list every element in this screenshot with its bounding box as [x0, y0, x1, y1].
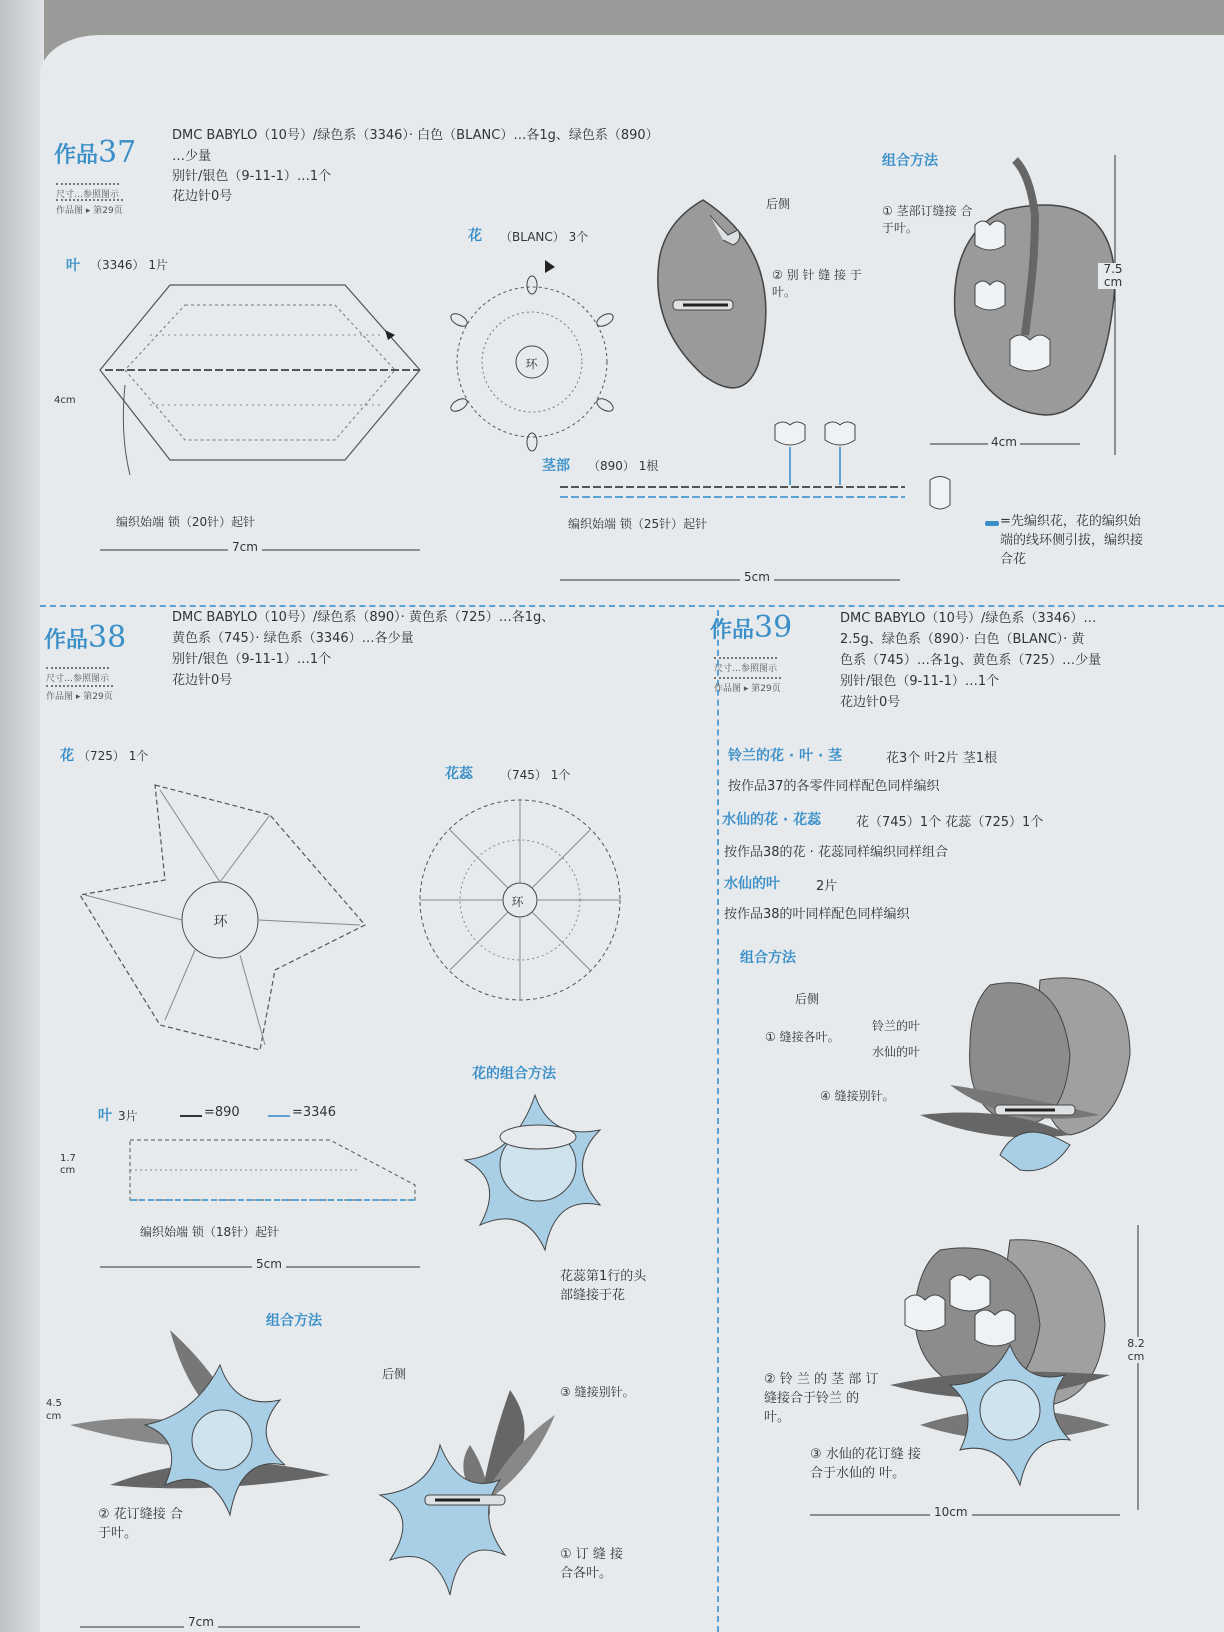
- p37-leaf-chart: [90, 275, 450, 475]
- p39-narc-leaf-title: 水仙的叶: [724, 876, 780, 892]
- p39-back-illustration: [870, 965, 1150, 1195]
- p37-title: [54, 135, 136, 170]
- p39-back-label: 后侧: [795, 992, 820, 1006]
- p38-leaf-width: 5cm: [252, 1257, 286, 1271]
- p38-chart-ref: 作品图 ▸ 第29页: [46, 685, 113, 702]
- p39-height-dimension: [1133, 1225, 1143, 1510]
- p38-width: 7cm: [184, 1615, 218, 1629]
- p37-stem-width: 5cm: [740, 570, 774, 584]
- p37-material-1: DMC BABYLO（10号）/绿色系（3346）· 白色（BLANC）…各1g、绿色系（890）: [172, 128, 659, 143]
- p38-flower-label: 花: [60, 748, 74, 764]
- p37-chart-ref: 作品图 ▸ 第29页: [56, 199, 123, 216]
- p39-height: 8.2 cm: [1120, 1337, 1152, 1363]
- p39-title-number: 39: [754, 610, 793, 645]
- p38-flower-ring: 环: [213, 914, 228, 930]
- p38-back-label: 后侧: [382, 1367, 407, 1381]
- p39-size-ref: 尺寸…参照图示: [714, 657, 777, 674]
- p37-stem-label: 茎部: [542, 458, 570, 474]
- p39-material-3: 色系（745）…各1g、黄色系（725）…少量: [840, 653, 1102, 668]
- p39-lily-title: 铃兰的花 · 叶 · 茎: [728, 748, 843, 764]
- p39-narc-leaf-note: 按作品38的叶同样配色同样编织: [724, 907, 910, 922]
- p39-narc-note: 按作品38的花 · 花蕊同样编织同样组合: [724, 845, 948, 860]
- p37-flower-label: 花: [468, 228, 482, 244]
- p38-material-2: 黄色系（745）· 绿色系（3346）…各少量: [172, 631, 414, 646]
- p37-title-prefix: 作品: [54, 143, 99, 168]
- p38-step3: ③ 缝接别针。: [560, 1385, 635, 1399]
- p37-legend-blue-dash: [985, 521, 999, 527]
- p37-stem-count: （890） 1根: [588, 459, 659, 473]
- p37-material-4: 花边针0号: [172, 189, 233, 204]
- p37-material-2: …少量: [172, 149, 212, 164]
- p39-step4: ④ 缝接别针。: [820, 1089, 895, 1103]
- p38-step2: ② 花订缝接 合于叶。: [98, 1507, 183, 1541]
- p37-size-ref: 尺寸…参照图示: [56, 183, 119, 200]
- p38-assembly-title: 组合方法: [266, 1313, 322, 1329]
- p37-stem-width-dimension: [560, 575, 900, 585]
- p37-step2: ② 别 针 缝 接 于叶。: [772, 268, 862, 299]
- p37-height: 7.5 cm: [1098, 263, 1128, 289]
- p38-height: 4.5 cm: [46, 1398, 62, 1422]
- p39-title: [710, 610, 792, 645]
- p37-assembly-title: 组合方法: [882, 153, 938, 169]
- p38-leaf-start: 编织始端 锁（18针）起针: [140, 1225, 280, 1239]
- p39-material-2: 2.5g、绿色系（890）· 白色（BLANC）· 黄: [840, 632, 1085, 647]
- p39-narc-count: 花（745）1个 花蕊（725）1个: [856, 815, 1044, 830]
- p39-lily-note: 按作品37的各零件同样配色同样编织: [728, 779, 940, 794]
- p38-size-ref: 尺寸…参照图示: [46, 667, 109, 684]
- p37-material-3: 别针/银色（9-11-1）…1个: [172, 169, 332, 184]
- p39-width: 10cm: [930, 1505, 972, 1519]
- p38-step1: ① 订 缝 接 合各叶。: [560, 1547, 624, 1581]
- p39-material-1: DMC BABYLO（10号）/绿色系（3346）…: [840, 611, 1097, 626]
- p37-step1: ① 茎部订缝接 合于叶。: [882, 204, 973, 235]
- p38-material-1: DMC BABYLO（10号）/绿色系（890）· 黄色系（725）…各1g、: [172, 610, 555, 625]
- p37-leaf-start: 编织始端 锁（20针）起针: [116, 515, 256, 529]
- previous-page-edge: [0, 0, 44, 1632]
- p38-flower-assembly-illustration: [450, 1085, 620, 1265]
- p39-narc-leaf-count: 2片: [816, 879, 838, 894]
- p37-back-label: 后侧: [766, 197, 791, 211]
- p37-flower-count: （BLANC） 3个: [500, 230, 589, 244]
- p37-title-number: 37: [98, 135, 137, 170]
- p39-leaf-b: 水仙的叶: [872, 1045, 921, 1059]
- p38-material-4: 花边针0号: [172, 673, 233, 688]
- p38-leaf-count: 3片: [118, 1109, 138, 1123]
- p39-step1: ① 缝接各叶。: [765, 1030, 840, 1044]
- p37-leaf-width: 7cm: [228, 540, 262, 554]
- p39-material-5: 花边针0号: [840, 695, 901, 710]
- p38-title: [44, 620, 126, 655]
- p38-stamen-ring: 环: [511, 895, 524, 909]
- section-divider-vertical: [717, 610, 719, 1632]
- p38-title-prefix: 作品: [44, 628, 89, 653]
- p38-leaf-chart: [130, 1135, 430, 1215]
- p37-stem-note: =先编织花，花的编织始端的线环侧引拔，编织接合花: [1000, 514, 1144, 567]
- p39-step2: ② 铃 兰 的 茎 部 订 缝接合于铃兰 的叶。: [764, 1372, 879, 1425]
- p39-material-4: 别针/银色（9-11-1）…1个: [840, 674, 1000, 689]
- p39-lily-count: 花3个 叶2片 茎1根: [886, 751, 998, 766]
- p38-stamen-label: 花蕊: [445, 766, 473, 782]
- p37-width: 4cm: [988, 435, 1020, 449]
- p39-step3: ③ 水仙的花订缝 接合于水仙的 叶。: [810, 1447, 921, 1481]
- p39-title-prefix: 作品: [710, 618, 755, 643]
- p37-leaf-height: 4cm: [54, 395, 76, 406]
- p37-back-leaf-illustration: [648, 195, 798, 425]
- p38-stamen-count: （745） 1个: [500, 768, 571, 782]
- p37-leaf-label: 叶: [66, 258, 80, 274]
- p38-flower-assembly-note: 花蕊第1行的头部缝接于花: [560, 1269, 647, 1303]
- p38-legend-3346: =3346: [292, 1105, 336, 1120]
- p38-flower-assembly-title: 花的组合方法: [472, 1066, 556, 1082]
- p37-leaf-count: （3346） 1片: [90, 258, 168, 272]
- p37-flower-ring: 环: [525, 357, 538, 371]
- p38-leaf-label: 叶: [98, 1108, 112, 1124]
- pattern-page: [40, 35, 1224, 1632]
- p37-stem-chart: [560, 425, 980, 505]
- p39-leaf-a: 铃兰的叶: [872, 1019, 921, 1033]
- p38-flower-count: （725） 1个: [78, 749, 149, 763]
- p38-title-number: 38: [88, 620, 127, 655]
- p38-legend-890: =890: [204, 1105, 240, 1120]
- p37-height-dimension: [1110, 155, 1120, 455]
- p37-stem-start: 编织始端 锁（25针）起针: [568, 517, 708, 531]
- p39-assembly-title: 组合方法: [740, 950, 796, 966]
- p39-chart-ref: 作品图 ▸ 第29页: [714, 677, 781, 694]
- p38-material-3: 别针/银色（9-11-1）…1个: [172, 652, 332, 667]
- p37-assembled-illustration: [935, 155, 1125, 455]
- p39-narc-title: 水仙的花 · 花蕊: [722, 812, 822, 828]
- p38-width-dimension: [80, 1622, 360, 1632]
- p38-leaf-height: 1.7 cm: [60, 1153, 76, 1176]
